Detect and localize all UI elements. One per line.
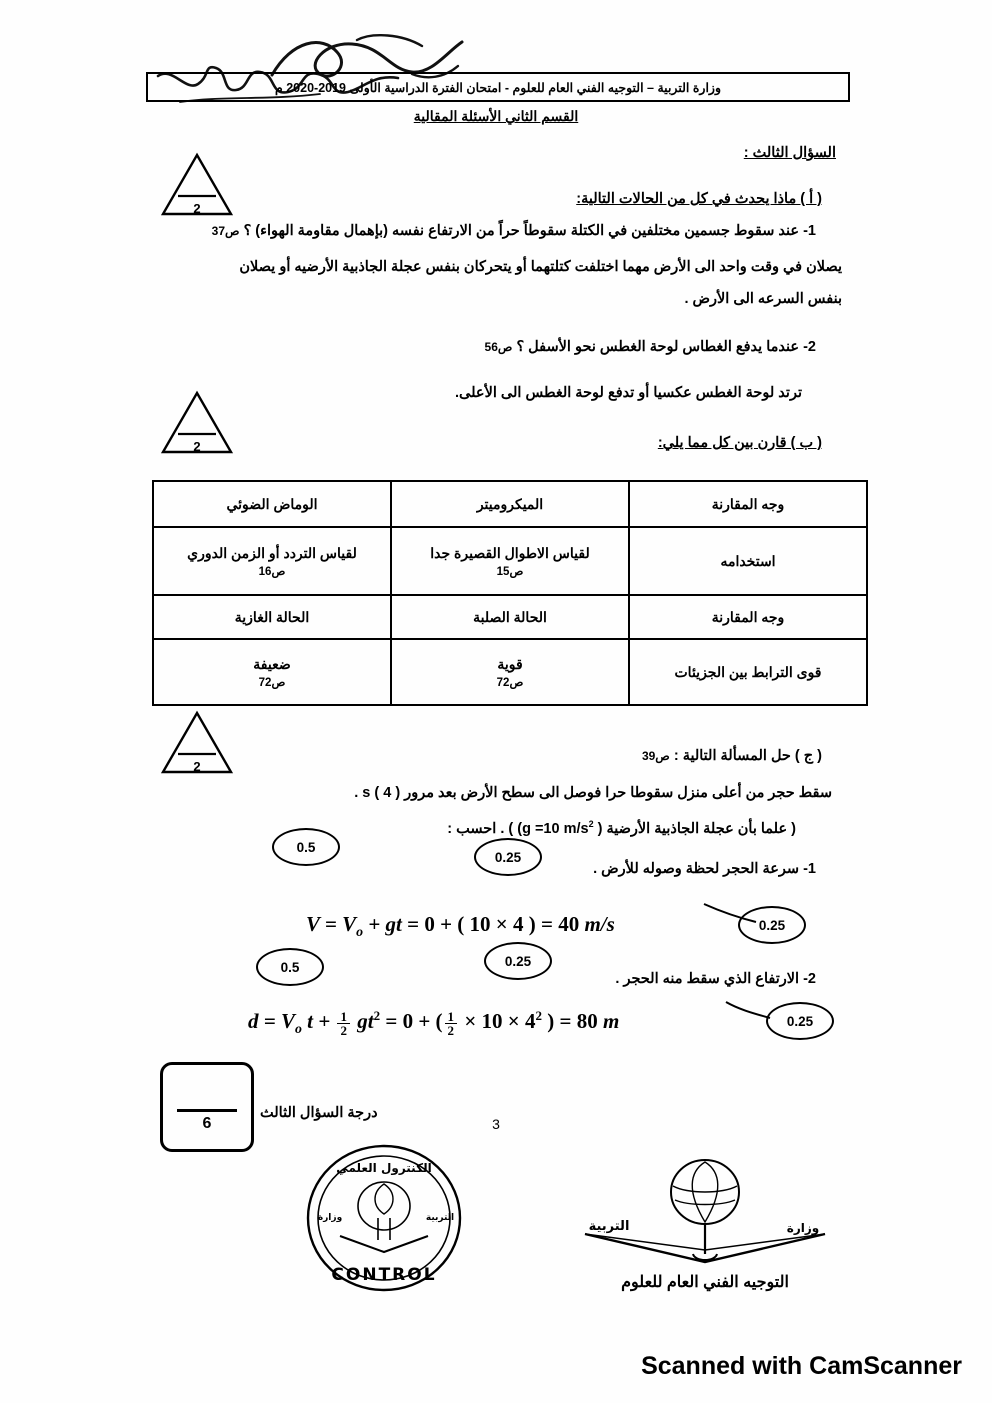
svg-text:وزارة: وزارة — [786, 1221, 820, 1235]
formula-distance-result: ) = 80 — [542, 1009, 603, 1033]
part-a-item-2-answer-line-1: ترتد لوحة الغطس عكسيا أو تدفع لوحة الغطس الى الأعلى. — [455, 385, 802, 401]
part-c-sub-2-text: الارتفاع الذي سقط منه الحجر . — [615, 971, 800, 987]
part-c-page-ref: ص39 — [641, 749, 670, 763]
mark-triangle-part-a — [160, 152, 234, 218]
table-cell-text: ضعيفة — [253, 655, 291, 672]
formula-velocity-sub: o — [356, 924, 364, 940]
svg-text:التربية: التربية — [425, 1213, 455, 1223]
table-cell-page-ref: ص72 — [258, 676, 286, 689]
fraction-denominator: 2 — [445, 1023, 458, 1038]
part-c-sub-1-number: 1- — [803, 861, 816, 877]
table-cell: الحالة الغازية — [153, 595, 391, 639]
table-cell — [391, 527, 629, 595]
exam-header-banner — [146, 72, 850, 102]
table-cell-page-ref: ص16 — [258, 565, 286, 578]
part-c-label-wrap — [642, 745, 822, 767]
formula-distance-equals: = 0 + ( — [380, 1009, 443, 1033]
part-c-sub-1 — [593, 858, 816, 880]
formula-velocity — [306, 912, 615, 940]
part-c-sub-2-number: 2- — [803, 971, 816, 987]
table-cell — [629, 527, 867, 595]
part-c-problem-line-2-exponent: 2 — [588, 819, 594, 830]
mark-triangle-part-b-value: 2 — [193, 439, 201, 454]
part-a-item-2-text: عندما يدفع الغطاس لوحة الغطس نحو الأسفل ؟ — [516, 339, 800, 355]
table-cell — [391, 639, 629, 705]
table-cell-page-ref: ص15 — [496, 565, 524, 578]
table-cell: الحالة الصلبة — [391, 595, 629, 639]
part-c-sub-1-text: سرعة الحجر لحظة وصوله للأرض . — [593, 861, 800, 877]
part-b-label: ( ب ) قارن بين كل مما يلي: — [657, 435, 822, 451]
table-cell — [153, 639, 391, 705]
fraction-denominator: 2 — [337, 1023, 350, 1038]
part-a-label: ( أ ) ماذا يحدث في كل من الحالات التالية: — [576, 191, 822, 207]
page-number: 3 — [492, 1116, 500, 1132]
formula-velocity-unit: m/s — [584, 912, 615, 936]
control-stamp — [300, 1140, 468, 1300]
svg-text:وزارة: وزارة — [317, 1213, 343, 1223]
part-c-problem-line-2-text: ( علما بأن عجلة الجاذبية الأرضية ( g =10 m/s — [522, 821, 796, 837]
formula-distance — [248, 1008, 619, 1038]
table-cell — [153, 527, 391, 595]
part-c-label: ( ج ) حل المسألة التالية : — [673, 748, 822, 764]
comparison-table — [152, 480, 868, 706]
svg-text:التربية: التربية — [588, 1219, 630, 1234]
total-mark-label: درجة السؤال الثالث — [260, 1105, 378, 1121]
formula-distance-sub: o — [294, 1021, 302, 1037]
formula-distance-gt2: gt — [352, 1009, 374, 1033]
formula-velocity-gt: + gt — [363, 912, 402, 936]
formula-velocity-result: = 0 + ( 10 × 4 ) = 40 — [401, 912, 585, 936]
part-c-problem-line-1: سقط حجر من أعلى منزل سقوطا حرا فوصل الى سطح الأرض بعد مرور ( 4 ) s . — [354, 785, 832, 801]
part-c-sub-2 — [615, 968, 816, 990]
ministry-logo-caption: التوجيه الفني العام للعلوم — [621, 1274, 789, 1291]
mark-bubble-0-25-d: 0.25 — [766, 1002, 834, 1040]
table-cell-text: استخدامه — [720, 552, 776, 569]
fraction-numerator: 1 — [447, 1008, 455, 1024]
formula-distance-fraction-1 — [337, 1010, 350, 1038]
camscanner-watermark: Scanned with CamScanner — [641, 1352, 962, 1380]
table-header-cell-0: وجه المقارنة — [629, 481, 867, 527]
table-cell-page-ref: ص72 — [496, 676, 524, 689]
table-header-cell-1: الميكروميتر — [391, 481, 629, 527]
mark-triangle-part-c — [160, 710, 234, 776]
table-row — [153, 639, 867, 705]
mark-bubble-0-5-b: 0.5 — [256, 948, 324, 986]
question-title: السؤال الثالث : — [743, 145, 836, 161]
table-cell-text: قوية — [497, 655, 523, 672]
total-mark-value: 6 — [202, 1115, 212, 1132]
mark-triangle-part-a-value: 2 — [193, 201, 201, 216]
part-a-item-1-number: 1- — [803, 223, 816, 239]
formula-distance-unit: m — [602, 1009, 620, 1033]
part-a-item-2 — [485, 336, 816, 358]
table-header-row — [153, 481, 867, 527]
mark-triangle-part-b — [160, 390, 234, 456]
total-mark-divider — [177, 1109, 237, 1112]
mark-bubble-0-5-a: 0.5 — [272, 828, 340, 866]
svg-text:الكنترول العلمي: الكنترول العلمي — [336, 1161, 432, 1175]
formula-distance-mult-exponent: 2 — [535, 1008, 543, 1023]
table-header-cell-2: الوماض الضوئي — [153, 481, 391, 527]
mark-bubble-0-25-b: 0.25 — [738, 906, 806, 944]
table-cell-text: لقياس التردد أو الزمن الدوري — [187, 544, 357, 561]
part-a-item-1-answer-line-2: بنفس السرعه الى الأرض . — [684, 291, 842, 307]
formula-distance-t-term: t + — [301, 1009, 336, 1033]
formula-distance-gt2-exponent: 2 — [373, 1008, 381, 1023]
part-a-item-1-text: عند سقوط جسمين مختلفين في الكتلة سقوطاً حراً من الارتفاع نفسه (بإهمال مقاومة الهواء) ؟ — [243, 223, 800, 239]
part-a-item-1-answer-line-1: يصلان في وقت واحد الى الأرض مهما اختلفت كتلتهما أو يتحركان بنفس عجلة الجاذبية الأرضيه أو يصلان — [239, 259, 842, 275]
total-mark-box — [160, 1062, 254, 1152]
formula-distance-mult: × 10 × 4 — [459, 1009, 536, 1033]
mark-bubble-0-25-a: 0.25 — [474, 838, 542, 876]
section-title: القسم الثاني الأسئلة المقالية — [413, 108, 579, 124]
part-a-item-1 — [212, 220, 816, 242]
table-row — [153, 527, 867, 595]
part-a-item-2-page-ref: ص56 — [484, 340, 513, 354]
formula-velocity-lhs: V = V — [306, 912, 357, 936]
table-cell-text: لقياس الاطوال القصيرة جدا — [430, 544, 590, 561]
mark-bubble-0-25-c: 0.25 — [484, 942, 552, 980]
table-cell: وجه المقارنة — [629, 595, 867, 639]
table-cell-text: قوى الترابط بين الجزيئات — [674, 663, 822, 680]
part-c-problem-line-2-tail: ) ) . احسب : — [447, 821, 523, 837]
fraction-numerator: 1 — [340, 1008, 347, 1024]
exam-header-text: وزارة التربية – التوجيه الفني العام للعلوم - امتحان الفترة الدراسية الأولى 2019-2020 م — [275, 80, 721, 95]
part-a-item-1-page-ref: ص37 — [211, 224, 240, 238]
table-cell — [629, 639, 867, 705]
formula-distance-fraction-2 — [445, 1010, 458, 1038]
svg-text:CONTROL: CONTROL — [331, 1265, 437, 1285]
part-a-item-2-number: 2- — [803, 339, 816, 355]
mark-triangle-part-c-value: 2 — [193, 759, 201, 774]
part-c-problem-line-2 — [447, 818, 796, 840]
formula-distance-lhs: d = V — [248, 1009, 295, 1033]
table-row — [153, 595, 867, 639]
